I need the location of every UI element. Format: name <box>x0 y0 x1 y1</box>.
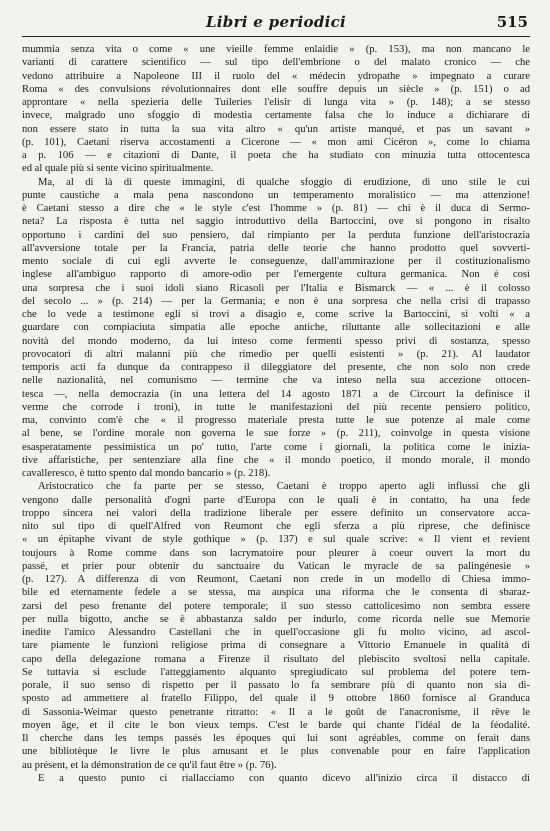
text-line: di Sassonia-Weimar questo penetrante ritratto: « Il a le goût de l'anacronisme, il rêve le <box>22 706 530 718</box>
text-line: Aristocratico che fa parte per se stesso, Caetani è troppo aperto agli influssi che gli <box>38 481 530 493</box>
text-line: passé, et prier pour obtenir du sanctuaire du Vatican le myracle de sa palingénesie » <box>22 560 530 572</box>
running-title: Libri e periodici <box>205 13 347 31</box>
text-line: moyen âge, et il cite le bon vieux temps. C'est le barde qui chante l'idéal de la féodalité. <box>22 719 530 731</box>
text-line: inedite l'amico Alessandro Castellani che in quell'occasione gli fu molto vicino, ad ascol- <box>22 627 530 638</box>
text-line: Ma, al di là di queste immagini, di qualche sfoggio di erudizione, di uno stile le cui <box>38 176 530 188</box>
text-line: verme che corrode i troni), in tutte le manifestazioni del più recente pensiero politico, <box>22 401 530 413</box>
text-line: tesca —, nella democrazia (in una lettera del 14 agosto 1871 a de Circourt la definisce il <box>22 388 530 400</box>
text-line: « un épitaphe vivant de style gothique » (p. 137) e sul quale scrive: « Il vient et revient <box>22 534 530 546</box>
page-number: 515 <box>496 13 528 31</box>
text-line: guardare con compiaciuta simpatia alle epoche antiche, riluttante alle sollecitazioni e alle <box>22 322 530 334</box>
text-line: Il cherche dans les temps passés les époques qui lui sont agréables, comme on ferait dans <box>22 733 530 744</box>
text-line: all'avversione totale per la Francia, patria delle teorie che hanno prodotto quel sovverti- <box>22 242 530 254</box>
text-line: varianti di carattere scientifico — sul tipo dell'embrione o del malato cronico — che <box>22 57 530 69</box>
text-line: temporis acti fa dunque da contrappeso il dileggiatore del presente, che non solo non crede <box>22 362 530 373</box>
text-line: del secolo ... » (p. 214) — per la Germania; e non è una sorpresa che nella crisi di trapasso <box>22 295 530 307</box>
text-line: inglese all'ambiguo rapporto di amore-odio per l'emergente cultura germanica. Non è così <box>22 269 530 281</box>
text-line: cavalleresco, è tutto spento dal mondo bancario » (p. 218). <box>22 468 271 479</box>
text-line: sposto ad ammettere al fratello Filippo, del quale il 9 ottobre 1860 fornisce al Granduca <box>22 693 530 705</box>
text-line: zarsi del peso frenante del potere temporale; il suo stesso cattolicesimo non sembra essere <box>22 600 530 612</box>
text-line: è Caetani stesso a dire che « le style c'est l'homme » (p. 81) — chi è il duca di Sermo- <box>22 203 530 214</box>
text-line: mummia senza vita o come « une vieille femme enlaidie » (p. 153), ma non mancano le <box>22 44 530 55</box>
text-line: nelle nazionalità, nel comunismo — termine che va inteso nella sua accezione ottocen- <box>22 375 530 387</box>
text-line: invece, malgrado uno sfoggio di modestia certamente falsa che lo induce a dichiarare di <box>22 110 530 122</box>
text-line: porale, il suo senso di rispetto per il passato lo fa sembrare più di quanto non sia di- <box>22 680 530 691</box>
text-line: una sorpresa che i suoi idoli siano Ricasoli per l'Italia e Bismarck — « ... è il colosso <box>22 282 530 294</box>
text-line: punte caustiche a mala pena nascondono un temperamento moralistico — ma attenzione! <box>22 189 530 201</box>
header-rule <box>22 36 530 37</box>
text-line: vengono dalle personalità d'ogni parte d'Europa con le quali è in contatto, ha una fede <box>22 494 530 506</box>
paragraph <box>22 772 530 785</box>
text-line: ed al quale più si sente vicino spiritualmente. <box>22 163 214 175</box>
text-line: au présent, et la démonstration de ce qu'il faut être » (p. 76). <box>22 759 277 771</box>
text-line: non essere stato in tutta la sua vita altro « qu'un artiste manqué, et pas un savant » <box>22 123 530 135</box>
text-line: ma, convinto com'è che « il progresso materiale presta tutte le sue potenze al male come <box>22 415 530 426</box>
text-line: mento sociale di cui egli avverte le conseguenze, dall'ammirazione per il costituzionalismo <box>22 256 530 267</box>
body-text <box>22 43 530 785</box>
text-line: tare piamente le funzioni religiose prima di consegnare a Vittorio Emanuele in qualità di <box>22 640 530 652</box>
text-line: toujours à Rome comme dans son lacrymatoire pour pleurer à coeur ouvert la mort du <box>22 547 530 559</box>
paragraph <box>22 43 530 176</box>
text-line: E a questo punto ci riallacciamo con quanto dicevo all'inizio circa il distacco di <box>38 772 530 784</box>
paragraph <box>22 176 530 481</box>
text-line: bile ed eternamente fedele a se stessa, ma auspica una riforma che le consenta di sbaraz- <box>22 587 530 599</box>
text-line: troppo sincera nei valori della tradizione liberale per essere definito un conservatore acca- <box>22 507 530 519</box>
text-line: al bene, se l'ordine morale non governa le sue forze » (p. 211), coinvolge in questa visione <box>22 428 530 440</box>
text-line: che lo vede a testimone egli si trovi a disagio e, come scrive la Bartoccini, si volti « a <box>22 309 530 320</box>
text-line: per nulla bigotto, anche se è abbastanza saldo per indurlo, come ricorda nelle sue Memorie <box>22 613 530 625</box>
paragraph <box>22 480 530 772</box>
text-line: capo della delegazione romana a Firenze il risultato del plebiscito svoltosi nella capitale. <box>22 653 530 665</box>
text-line: provocatori di altri malanni più che rimedio per quelli esistenti » (p. 21). Al laudator <box>22 348 530 360</box>
text-line: Se tuttavia si esclude l'atteggiamento alquanto spregiudicato sul problema del potere tem- <box>22 666 530 678</box>
page-header <box>22 12 530 34</box>
text-line: une bibliotèque le livre le plus amusant et le plus convenable pour en faire l'application <box>22 746 530 758</box>
text-line: (p. 101), Caetani riserva accostamenti a Cicerone — « mon ami Cicéron », come lo chiama <box>22 136 530 148</box>
text-line: novità del mondo moderno, da lui inteso come fermenti spesso privi di sostanza, spesso <box>22 335 530 347</box>
text-line: approntare « nella spezieria delle Tuileries l'elisir di lunga vita » (p. 148); a se stesso <box>22 97 530 108</box>
text-line: neta? La risposta è tutta nel saggio introduttivo della Bartoccini, ove si pongono in risalto <box>22 216 530 228</box>
text-line: nito sul tipo di quell'Alfred von Reumont che egli sferza a più riprese, che definisce <box>22 521 530 532</box>
text-line: opportuno i cardini del suo pensiero, dal rimpianto per la perduta funzione dell'aristocrazia <box>22 229 530 241</box>
text-line: (p. 127). A differenza di von Reumont, Caetani non crede in un modello di Chiesa immo- <box>22 574 530 585</box>
text-line: tive affaristiche, per sentenziare alla fine che « il mondo poetico, il mondo morale, il mondo <box>22 454 530 466</box>
text-line: esasperatamente pessimistica un po' tutto, l'arte come i giornali, la politica come le inizia- <box>22 441 530 453</box>
text-line: vedono attribuire a Napoleone III il ruolo del « médecin ydropathe » impegnato a curare <box>22 70 530 82</box>
text-line: Roma « des convulsions révolutionnaires dont elle souffre depuis un siècle » (p. 151) o ad <box>22 83 530 95</box>
text-line: a p. 106 — e citazioni di Dante, il poeta che ha studiato con minuzia tutta ottocentesca <box>22 150 530 161</box>
